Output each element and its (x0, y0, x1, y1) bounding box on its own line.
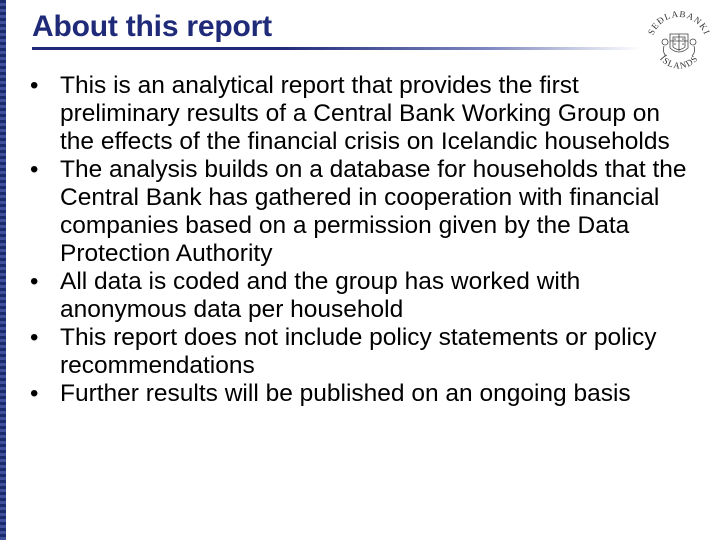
bullet-text: This report does not include policy statements or policy recommendations (60, 324, 657, 379)
bullet-text: The analysis builds on a database for households that the Central Bank has gathered in cooperation with financial companies based on a permission given by the Data Protection Authority (60, 156, 687, 267)
bullet-text: This is an analytical report that provides the first preliminary results of a Central Bank Working Group on the effects of the financial crisis on Icelandic households (60, 72, 670, 155)
svg-text:ÍSLANDS (658, 53, 700, 70)
bullet-marker: • (30, 156, 39, 183)
seal-text-top: SEÐLABANKI (645, 8, 713, 37)
bullet-marker: • (30, 380, 39, 407)
bullet-item (30, 324, 700, 380)
bullet-text: All data is coded and the group has worked with anonymous data per household (60, 268, 581, 323)
bullet-item (30, 268, 700, 324)
bullet-marker: • (30, 324, 39, 351)
central-bank-seal-icon (640, 4, 718, 82)
title-underline (32, 47, 642, 50)
bullet-marker: • (30, 72, 39, 99)
page-title: About this report (32, 10, 272, 43)
left-decorative-bar (0, 0, 6, 540)
bullet-item (30, 72, 700, 156)
bullet-item (30, 156, 700, 268)
svg-text:SEÐLABANKI (646, 9, 712, 37)
seal-text-bottom: ÍSLANDS (658, 53, 701, 71)
bullet-text: Further results will be published on an ongoing basis (60, 380, 631, 407)
bullet-item (30, 380, 700, 408)
bullet-marker: • (30, 268, 39, 295)
bullet-list (30, 72, 700, 408)
